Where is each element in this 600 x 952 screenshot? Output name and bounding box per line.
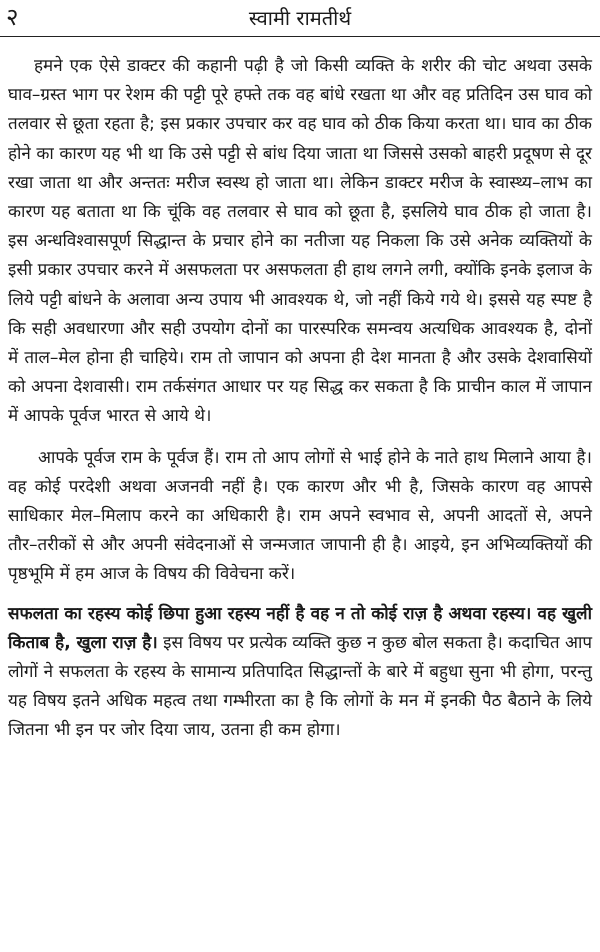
header-rule bbox=[0, 36, 600, 37]
page-body bbox=[8, 52, 592, 746]
page-number: २ bbox=[6, 3, 19, 31]
paragraph-3 bbox=[8, 600, 592, 746]
paragraph-1: हमने एक ऐसे डाक्टर की कहानी पढ़ी है जो किसी व्यक्ति के शरीर की चोट अथवा उसके घाव–ग्रस्त भाग पर रेशम की पट्टी पूरे हफ्ते तक वह बांधे रखता था और वह प्रतिदिन उस घाव को तलवार से छूता रहता है; इस प्रकार उपचार कर वह घाव को ठीक किया करता था। घाव का ठीक होने का कारण यह भी था कि उसे पट्टी से बांध दिया जाता था जिससे उसको बाहरी प्रदूषण से दूर रखा जाता था और अन्ततः मरीज स्वस्थ हो जाता था। लेकिन डाक्टर मरीज के स्वास्थ्य–लाभ का कारण यह बताता था कि चूंकि वह तलवार से घाव को छूता है, इसलिये घाव ठीक हो जाता है। इस अन्धविश्वासपूर्ण सिद्धान्त के प्रचार होने का नतीजा यह निकला कि उसे अनेक व्यक्तियों के इसी प्रकार उपचार करने में असफलता पर असफलता ही हाथ लगने लगी, क्योंकि इनके इलाज के लिये पट्टी बांधने के अलावा अन्य उपाय भी आवश्यक थे, जो नहीं किये गये थे। इससे यह स्पष्ट है कि सही अवधारणा और सही उपयोग दोनों का पारस्परिक समन्वय अत्यधिक आवश्यक है, दोनों में ताल–मेल होना ही चाहिये। राम तो जापान को अपना ही देश मानता है और उसके देशवासियों को अपना देशवासी। राम तर्कसंगत आधार पर यह सिद्ध कर सकता है कि प्राचीन काल में जापान में आपके पूर्वज भारत से आये थे। bbox=[8, 56, 592, 427]
paragraph-3-bold-lead: सफलता का रहस्य कोई छिपा हुआ रहस्य नहीं है वह न तो कोई राज़ है अथवा रहस्य। वह खुली किताब है, खुला राज़ है। bbox=[8, 603, 592, 653]
paragraph-2: आपके पूर्वज राम के पूर्वज हैं। राम तो आप लोगों से भाई होने के नाते हाथ मिलाने आया है। वह कोई परदेशी अथवा अजनवी नहीं है। एक कारण और भी है, जिसके कारण वह आपसे साधिकार मेल–मिलाप करने का अधिकारी है। राम अपने स्वभाव से, अपनी आदतों से, अपने तौर–तरीकों से और अपनी संवेदनाओं से जन्मजात जापानी ही है। आइये, इन अभिव्यक्तियों की पृष्ठभूमि में हम आज के विषय की विवेचना करें। bbox=[8, 447, 592, 585]
paragraph-3-text: इस विषय पर प्रत्येक व्यक्ति कुछ न कुछ बोल सकता है। कदाचित आप लोगों ने सफलता के रहस्य के सामान्य प्रतिपादित सिद्धान्तों के बारे में बहुधा सुना भी होगा, परन्तु यह विषय इतने अधिक महत्व तथा गम्भीरता का है कि लोगों के मन में इनकी पैठ बैठाने के लिये जितना भी इन पर जोर दिया जाय, उतना ही कम होगा। bbox=[8, 632, 592, 741]
running-title: स्वामी रामतीर्थ bbox=[248, 6, 352, 30]
